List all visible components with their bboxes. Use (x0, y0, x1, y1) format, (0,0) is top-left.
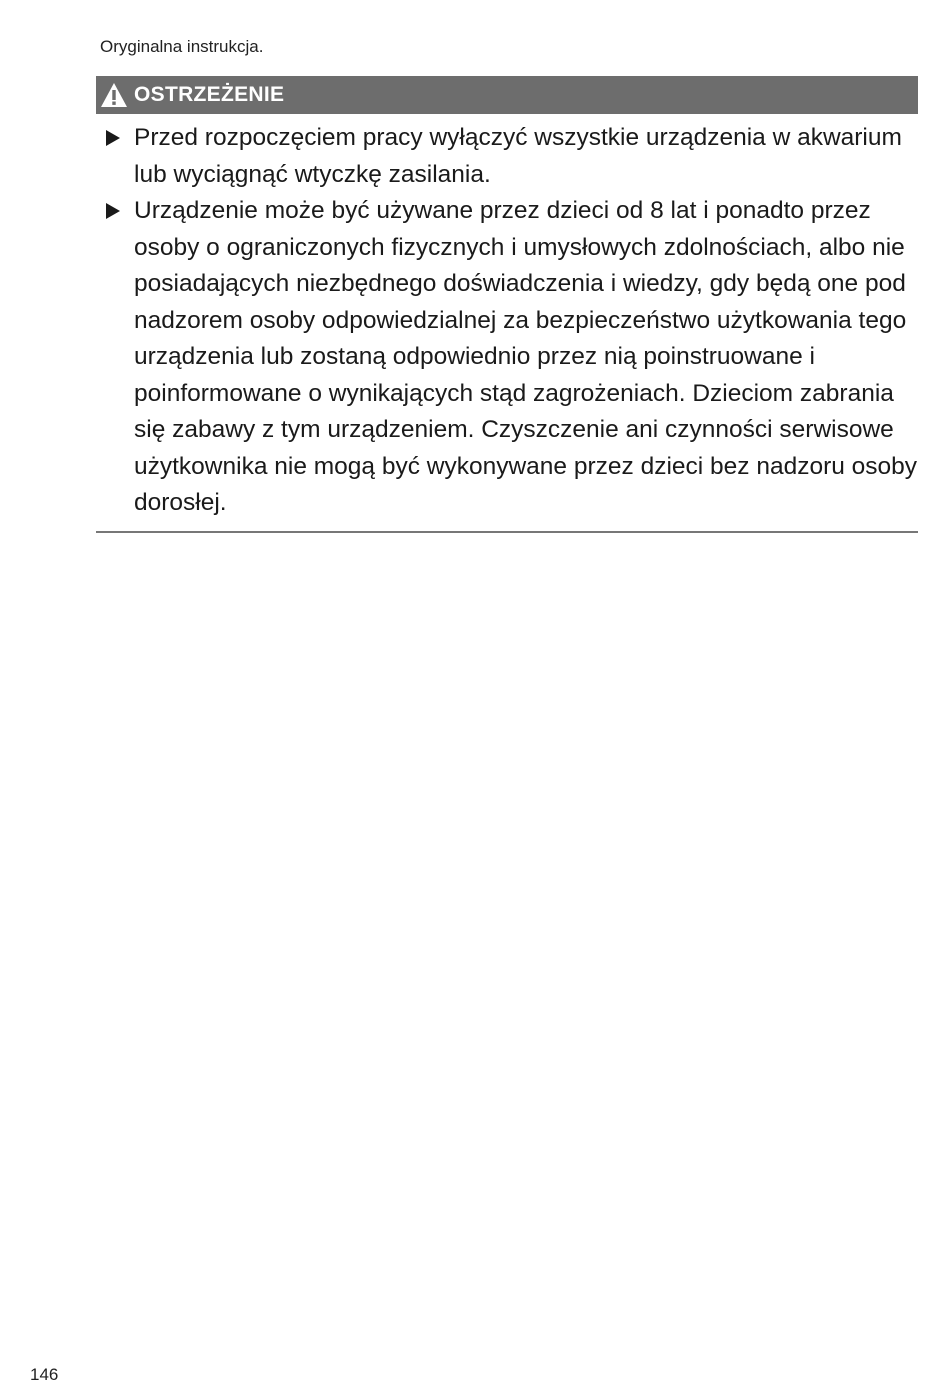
warning-box (96, 76, 918, 533)
warning-list (96, 114, 918, 533)
warning-item-text: Przed rozpoczęciem pracy wyłączyć wszystkie urządzenia w akwarium lub wyciągnąć wtyczkę zasilania. (134, 124, 902, 188)
triangle-right-icon (106, 203, 120, 219)
warning-item-text: Urządzenie może być używane przez dzieci od 8 lat i ponadto przez osoby o ograniczonych fizycznych i umysłowych zdolnościach, albo nie posiadających niezbędnego doświadczenia i wiedzy, gdy będą one pod nadzorem osoby odpowiedzialnej za bezpieczeństwo użytkowania tego urządzenia lub zostaną odpowiednio przez nią poinstruowane i poinformowane o wynikających stąd zagrożeniach. Dzieciom zabrania się zabawy z tym urządzeniem. Czyszczenie ani czynności serwisowe użytkownika nie mogą być wykonywane przez dzieci bez nadzoru osoby dorosłej. (134, 197, 918, 516)
triangle-right-icon (106, 130, 120, 146)
warning-item (96, 193, 918, 522)
page-number: 146 (30, 1365, 59, 1384)
intro-text: Oryginalna instrukcja. (100, 37, 264, 56)
warning-title: OSTRZEŻENIE (134, 83, 285, 106)
warning-triangle-icon (100, 82, 128, 108)
warning-header (96, 76, 918, 114)
warning-item (96, 120, 918, 193)
